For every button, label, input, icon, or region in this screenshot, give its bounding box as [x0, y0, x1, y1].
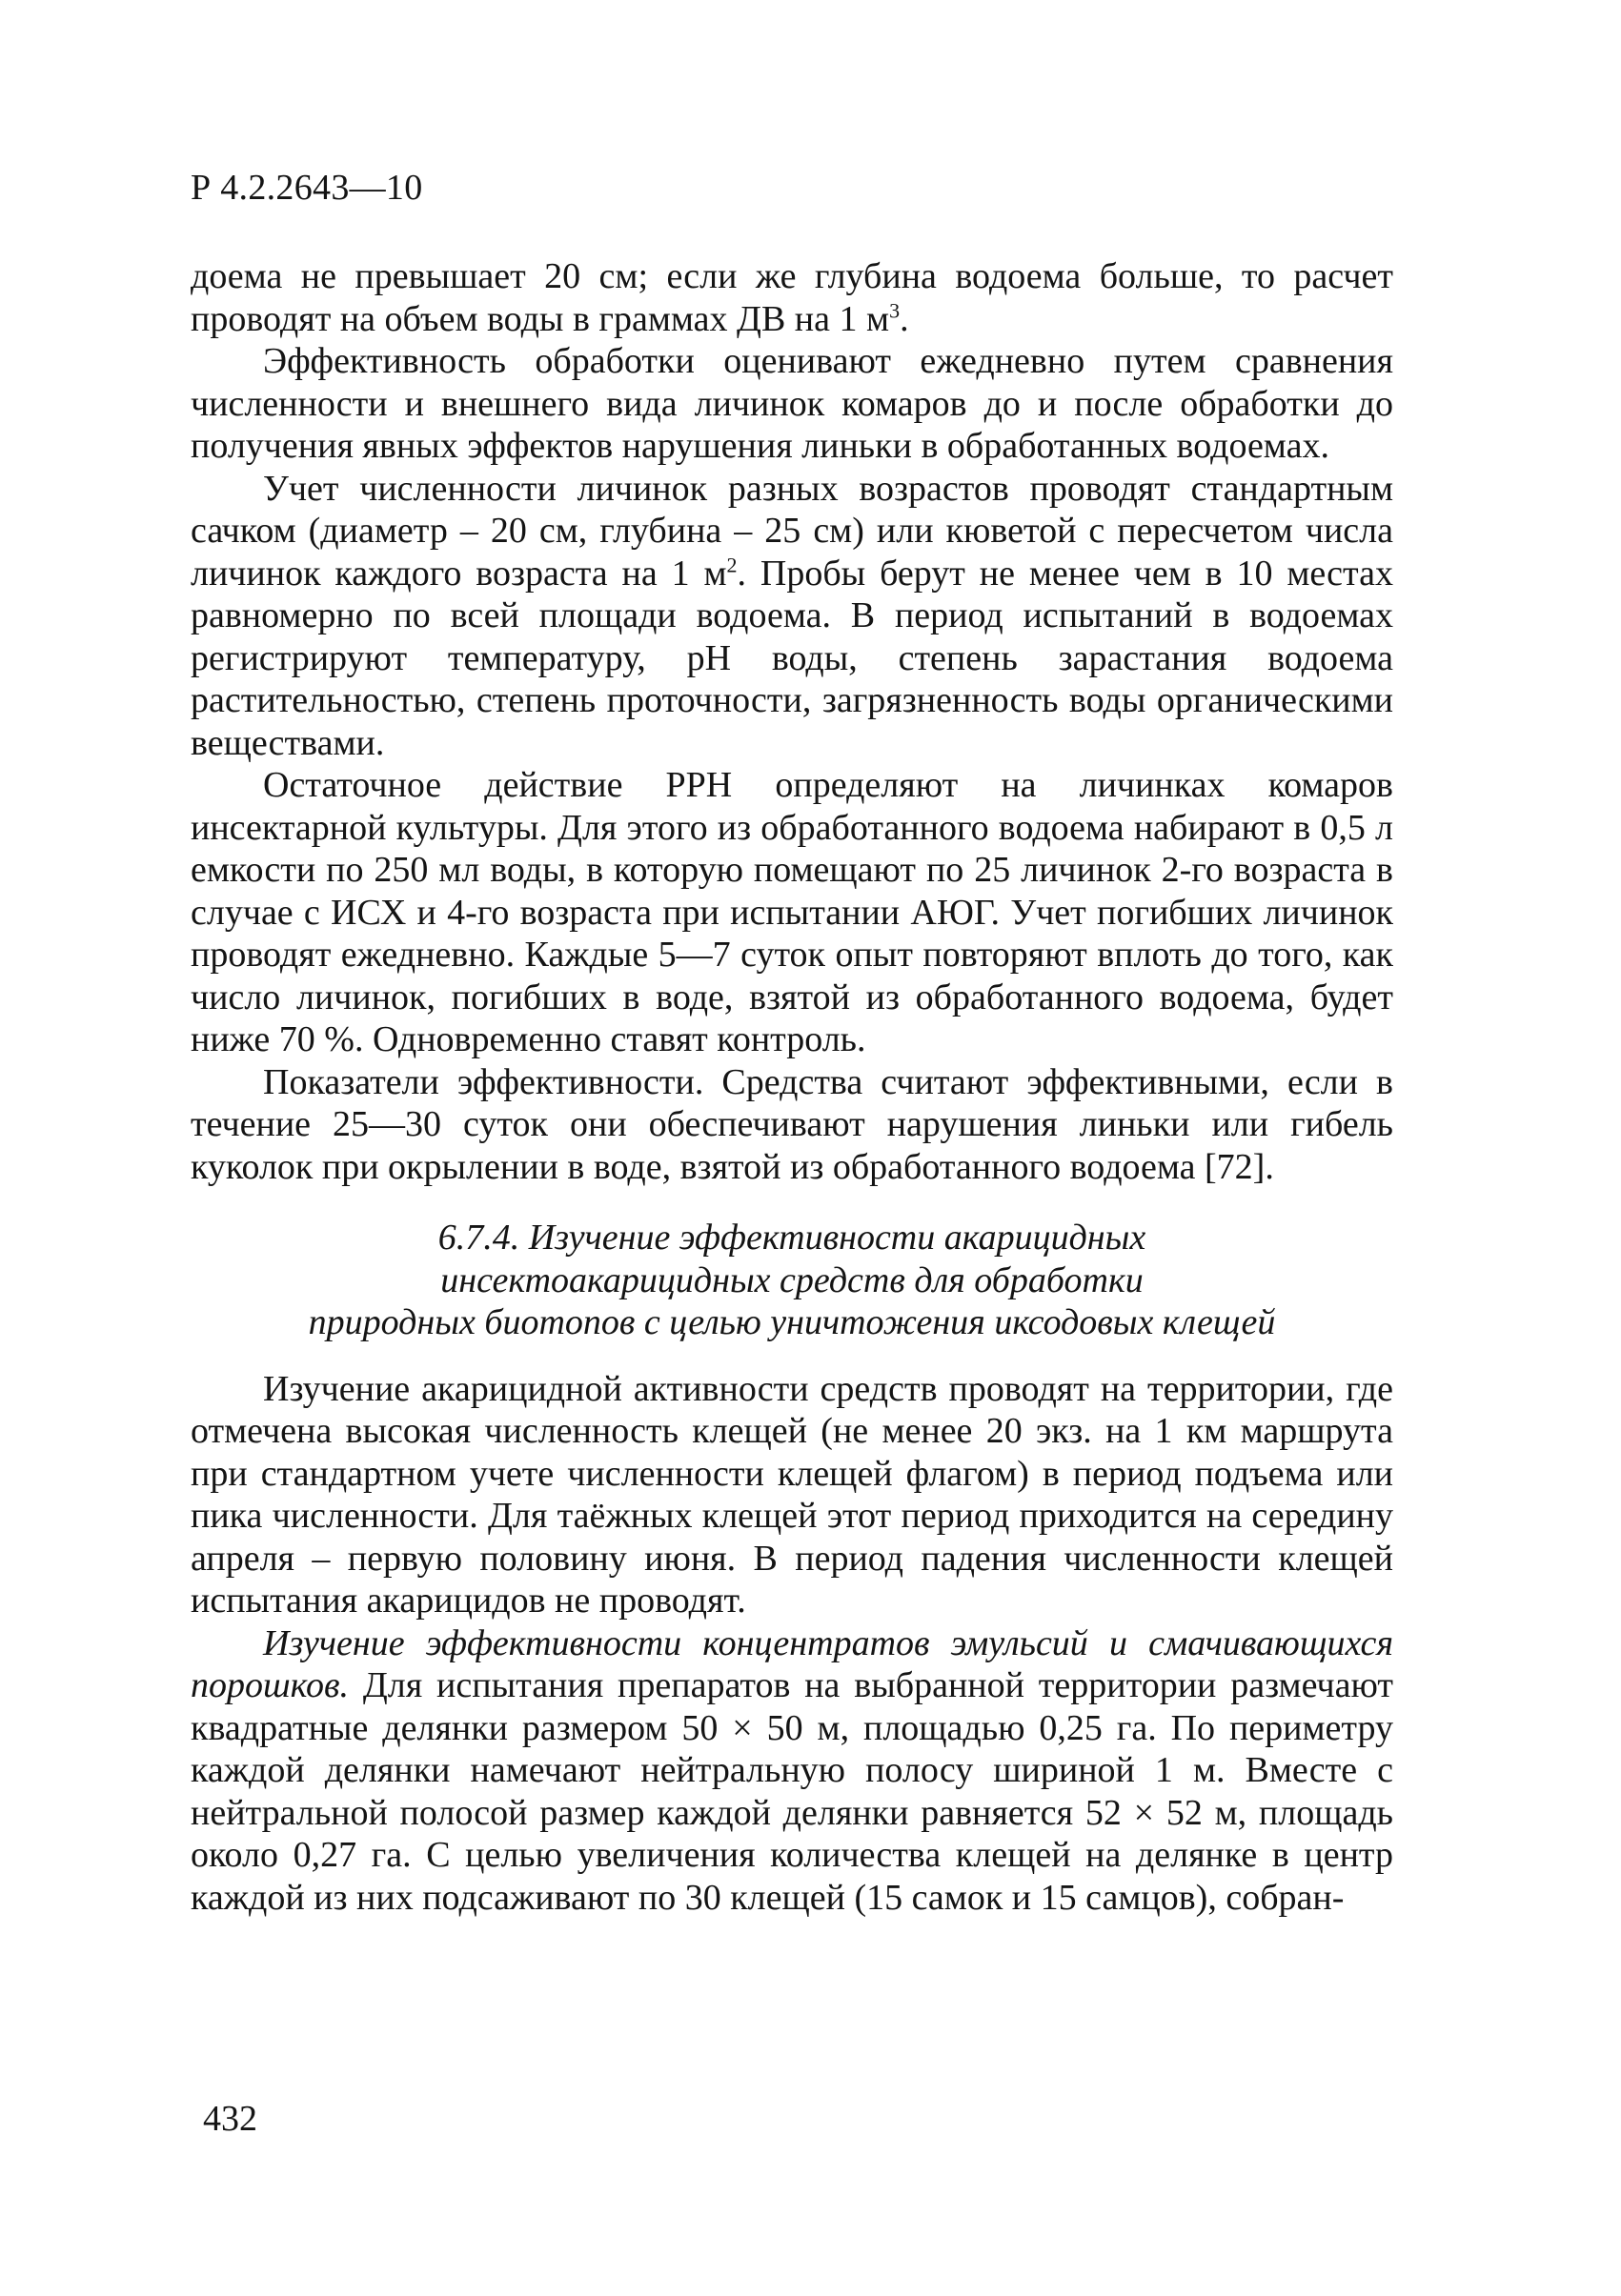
superscript-square: 2 — [726, 552, 738, 576]
paragraph-larvae-count — [191, 468, 1393, 765]
page-number: 432 — [203, 2099, 257, 2139]
section-heading-line: 6.7.4. Изучение эффективности акарицидных — [437, 1218, 1146, 1258]
section-heading-line: природных биотопов с целью уничтожения иксодовых клещей — [308, 1302, 1276, 1342]
paragraph-text: доема не превышает 20 см; если же глубина водоема больше, то расчет проводят на объем воды в граммах ДВ на 1 м — [191, 256, 1393, 339]
paragraph-text-end: . — [900, 298, 909, 339]
paragraph-continuation — [191, 255, 1393, 340]
section-heading-line: инсектоакарицидных средств для обработки — [440, 1259, 1144, 1300]
paragraph-text: Учет численности личинок разных возрастов проводят стандартным сачком (диаметр – 20 см, глубина – 25 см) или кюветой с пересчетом числа личинок каждого возраста на 1 м — [191, 468, 1393, 594]
paragraph-italic-lead: Изучение эффективности концентратов эмульсий и смачивающихся порошков. — [191, 1622, 1393, 1705]
running-header: Р 4.2.2643—10 — [191, 168, 423, 208]
paragraph-residual-action: Остаточное действие РРН определяют на личинках комаров инсектарной культуры. Для этого из обработанного водоема набирают в 0,5 л емкости по 250 мл воды, в которую помещают по 25 личинок 2-го возраста в случае с ИСХ и 4-го возраста при испытании АЮГ. Учет погибших личинок проводят ежедневно. Каждые 5—7 суток опыт повторяют вплоть до того, как число личинок, погибших в воде, взятой из обработанного водоема, будет ниже 70 %. Одновременно ставят контроль. — [191, 765, 1393, 1059]
paragraph-emulsion-study — [191, 1622, 1393, 1920]
section-heading — [191, 1217, 1393, 1344]
paragraph-efficiency-assessment: Эффективность обработки оценивают ежедневно путем сравнения численности и внешнего вида личинок комаров до и после обработки до получения явных эффектов нарушения линьки в обработанных водоемах. — [191, 341, 1393, 466]
paragraph-acaricidal-study: Изучение акарицидной активности средств проводят на территории, где отмечена высокая численность клещей (не менее 20 экз. на 1 км маршрута при стандартном учете численности клещей флагом) в период подъема или пика численности. Для таёжных клещей этот период приходится на середину апреля – первую половину июня. В период падения численности клещей испытания акарицидов не проводят. — [191, 1368, 1393, 1621]
superscript-cubic: 3 — [889, 297, 901, 322]
body-text — [191, 255, 1393, 1919]
paragraph-efficiency-indicators: Показатели эффективности. Средства считают эффективными, если в течение 25—30 суток они обеспечивают нарушения линьки или гибель куколок при окрылении в воде, взятой из обработанного водоема [72]. — [191, 1061, 1393, 1187]
paragraph-text-end: . Пробы берут не менее чем в 10 местах равномерно по всей площади водоема. В период испытаний в водоемах регистрируют температуру, pH воды, степень зарастания водоема растительностью, степень проточности, загрязненность воды органическими веществами. — [191, 553, 1393, 763]
paragraph-text: Для испытания препаратов на выбранной территории размечают квадратные делянки размером 50 × 50 м, площадью 0,25 га. По периметру каждой делянки намечают нейтральную полосу шириной 1 м. Вместе с нейтральной полосой размер каждой делянки равняется 52 × 52 м, площадь около 0,27 га. С целью увеличения количества клещей на делянке в центр каждой из них подсаживают по 30 клещей (15 самок и 15 самцов), собран- — [191, 1665, 1393, 1918]
